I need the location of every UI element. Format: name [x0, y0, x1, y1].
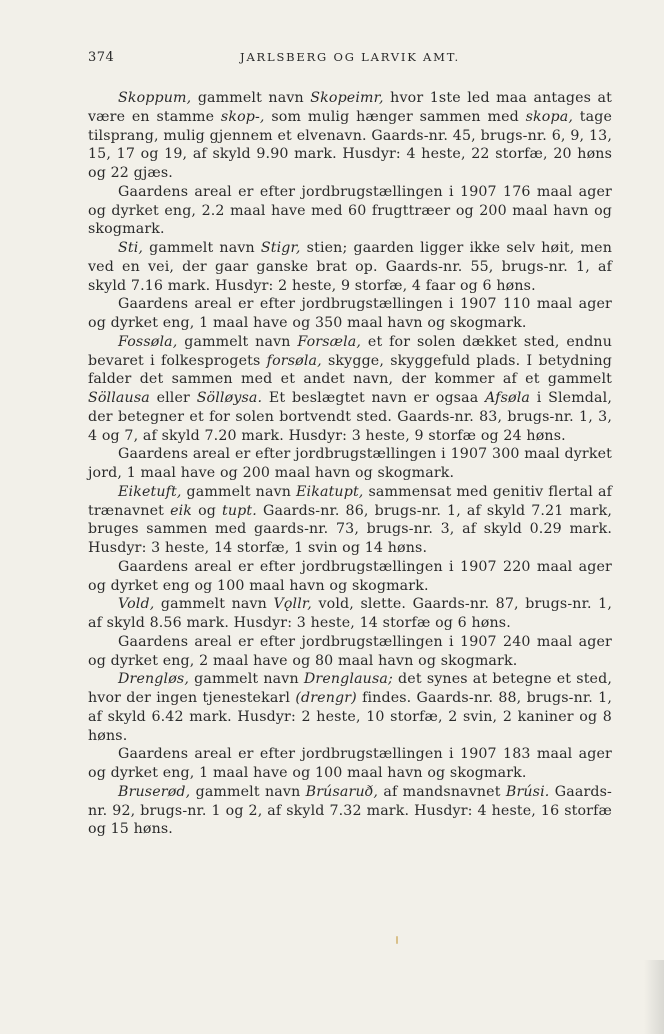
italic-term: Skoppum, — [118, 90, 192, 106]
text-run: gammelt navn — [189, 671, 304, 688]
text-run: Gaardens areal er efter jordbrugstællingen i 1907 183 maal ager og dyrket eng, 1 maal have og 100 maal havn og skogmark. — [88, 746, 612, 781]
text-run: Gaardens areal er efter jordbrugstællingen i 1907 240 maal ager og dyrket eng, 2 maal have og 80 maal havn og skogmark. — [88, 633, 612, 669]
paragraph — [88, 445, 612, 483]
paragraph — [88, 745, 612, 783]
italic-term: eik — [170, 502, 193, 519]
text-run: gammelt navn — [154, 596, 274, 613]
text-run: gammelt navn — [177, 333, 298, 350]
text-run: det synes at betegne et sted, hvor der ingen tjenestekarl — [88, 671, 612, 706]
running-title: JARLSBERG OG LARVIK AMT. — [240, 50, 460, 64]
text-run: Gaardens areal er efter jordbrugstællingen i 1907 176 maal ager og dyrket eng, 2.2 maal have med 60 frugttræer og 200 maal havn og skogmark. — [88, 183, 612, 238]
paragraph — [88, 295, 612, 333]
italic-term: Brúsi. — [505, 783, 550, 800]
page-number: 374 — [88, 50, 115, 65]
text-run: gammelt navn — [191, 90, 311, 106]
page-edge-shadow — [644, 960, 664, 1034]
ink-blot — [396, 936, 398, 944]
text-run: skygge, skyggefuld plads. I betydning falder det sammen med et andet navn, der kommer af et gammelt — [88, 352, 613, 388]
text-run: Gaardens areal er efter jordbrugstællingen i 1907 300 maal dyrket jord, 1 maal have og 200 maal havn og skogmark. — [88, 446, 612, 481]
italic-term: Eiketuft, — [118, 483, 182, 500]
italic-term: (drengr) — [295, 690, 357, 706]
italic-term: Afsøla — [485, 390, 530, 406]
text-run: findes. Gaards-nr. 88, brugs-nr. 1, af skyld 6.42 mark. Husdyr: 2 heste, 10 storfæ, 2 svin, 2 kaniner og 8 høns. — [88, 690, 612, 744]
text-run: stien; gaarden ligger ikke selv høit, men ved en vei, der gaar ganske brat op. Gaards-nr. 55, brugs-nr. 1, af skyld 7.16 mark. Husdyr: 2 heste, 9 storfæ, 4 faar og 6 høns. — [88, 240, 612, 294]
text-run: gammelt navn — [143, 240, 261, 256]
text-run: Gaards-nr. 92, brugs-nr. 1 og 2, af skyld 7.32 mark. Husdyr: 4 heste, 16 storfæ og 15 høns. — [88, 783, 613, 838]
text-run: som mulig hænger sammen med — [264, 108, 526, 125]
paragraph — [88, 670, 612, 745]
italic-term: Drenglausa; — [303, 671, 393, 688]
italic-term: forsøla, — [266, 352, 322, 369]
text-run: Et beslægtet navn er ogsaa — [262, 390, 486, 406]
page-header — [88, 50, 612, 70]
italic-term: Stigr, — [260, 240, 301, 256]
italic-term: skopa, — [525, 108, 573, 125]
text-run: gammelt navn — [181, 483, 297, 500]
body-text — [88, 89, 612, 839]
italic-term: Vold, — [118, 596, 155, 613]
italic-term: Eikatupt, — [296, 483, 364, 500]
italic-term: Sölløysa. — [196, 390, 263, 406]
italic-term: Brúsaruð, — [305, 783, 379, 800]
paragraph — [88, 89, 612, 183]
paragraph — [88, 239, 612, 295]
paragraph — [88, 558, 612, 596]
text-run: tage tilsprang, mulig gjennem et elvenavn. Gaards-nr. 45, brugs-nr. 6, 9, 13, 15, 17 og 19, af skyld 9.90 mark. Husdyr: 4 heste, 22 storfæ, 20 høns og 22 gjæs. — [88, 108, 612, 181]
text-run: vold, slette. Gaards-nr. 87, brugs-nr. 1, af skyld 8.56 mark. Husdyr: 3 heste, 14 storfæ og 6 høns. — [88, 596, 612, 631]
text-run: et for solen dækket sted, endnu bevaret i folkesprogets — [88, 333, 612, 369]
text-run: af mandsnavnet — [378, 783, 506, 800]
text-run: Gaardens areal er efter jordbrugstællingen i 1907 110 maal ager og dyrket eng, 1 maal have og 350 maal havn og skogmark. — [88, 296, 612, 331]
italic-term: Bruserød, — [118, 783, 191, 800]
italic-term: Forsæla, — [297, 333, 362, 350]
paragraph — [88, 333, 612, 446]
italic-term: Skopeimr, — [310, 90, 384, 106]
italic-term: Vǫllr, — [273, 596, 312, 613]
paragraph — [88, 783, 612, 839]
italic-term: Sti, — [118, 240, 144, 256]
text-run: gammelt navn — [190, 783, 306, 800]
italic-term: Söllausa — [88, 390, 150, 406]
paragraph — [88, 595, 612, 633]
text-run: og — [192, 502, 223, 519]
paragraph — [88, 483, 612, 558]
italic-term: Drengløs, — [118, 671, 189, 688]
text-run: Gaards-nr. 86, brugs-nr. 1, af skyld 7.21 mark, bruges sammen med gaards-nr. 73, brugs-nr. 3, af skyld 0.29 mark. Husdyr: 3 heste, 14 storfæ, 1 svin og 14 høns. — [88, 502, 613, 556]
text-run: hvor 1ste led maa antages at være en stamme — [88, 90, 612, 125]
text-run: sammensat med genitiv flertal af trænavnet — [88, 483, 612, 519]
paragraph — [88, 183, 612, 239]
text-run: eller — [149, 390, 197, 406]
italic-term: skop-, — [220, 108, 265, 125]
text-run: Gaardens areal er efter jordbrugstællingen i 1907 220 maal ager og dyrket eng og 100 maal havn og skogmark. — [88, 558, 612, 594]
italic-term: Fossøla, — [118, 333, 178, 350]
paragraph — [88, 633, 612, 671]
text-run: i Slemdal, der betegner et for solen bortvendt sted. Gaards-nr. 83, brugs-nr. 1, 3, 4 og 7, af skyld 7.20 mark. Husdyr: 3 heste, 9 storfæ og 24 høns. — [88, 390, 612, 444]
italic-term: tupt. — [222, 502, 257, 519]
